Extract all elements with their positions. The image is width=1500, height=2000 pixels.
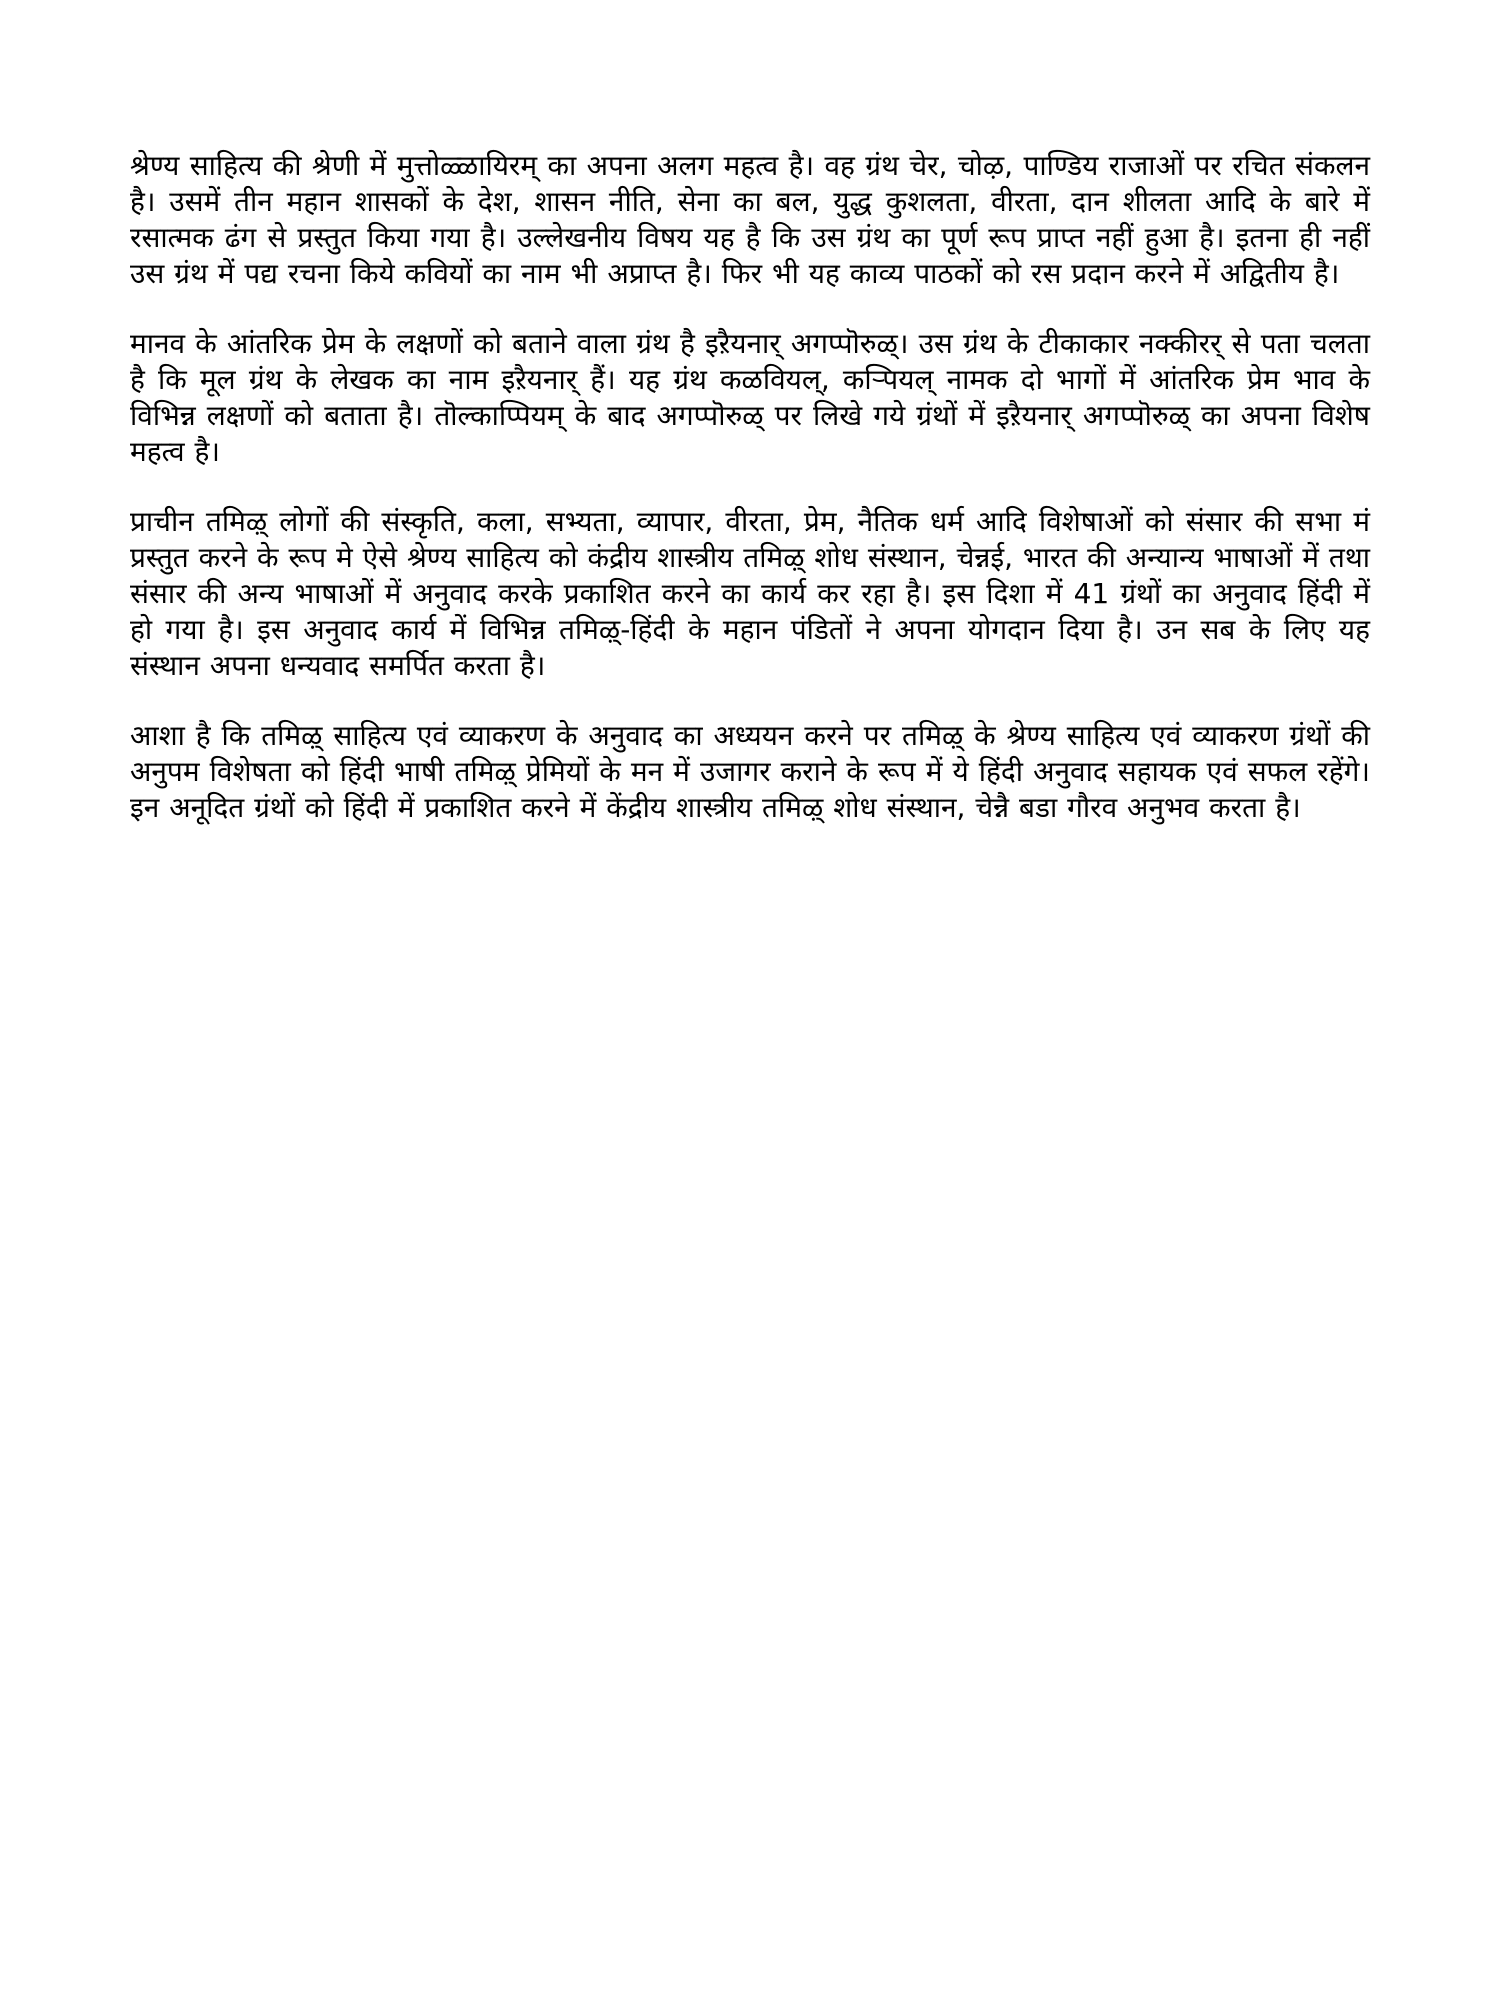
paragraph-1: श्रेण्य साहित्य की श्रेणी में मुत्तोळ्ळायिरम् का अपना अलग महत्व है। वह ग्रंथ चेर, चोऴ, पाण्डिय राजाओं पर रचित संकलन है। उसमें तीन महान शासकों के देश, शासन नीति, सेना का बल, युद्ध कुशलता, वीरता, दान शीलता आदि के बारे में रसात्मक ढंग से प्रस्तुत किया गया है। उल्लेखनीय विषय यह है कि उस ग्रंथ का पूर्ण रूप प्राप्त नहीं हुआ है। इतना ही नहीं उस ग्रंथ में पद्य रचना किये कवियों का नाम भी अप्राप्त है। फिर भी यह काव्य पाठकों को रस प्रदान करने में अद्वितीय है। [130, 149, 1370, 290]
paragraph-3: प्राचीन तमिऴ् लोगों की संस्कृति, कला, सभ्यता, व्यापार, वीरता, प्रेम, नैतिक धर्म आदि विशेषाओं को संसार की सभा मं प्रस्तुत करने के रूप मे ऐसे श्रेण्य साहित्य को कंद्रीय शास्त्रीय तमिऴ् शोध संस्थान, चेन्नई, भारत की अन्यान्य भाषाओं में तथा संसार की अन्य भाषाओं में अनुवाद करके प्रकाशित करने का कार्य कर रहा है। इस दिशा में 41 ग्रंथों का अनुवाद हिंदी में हो गया है। इस अनुवाद कार्य में विभिन्न तमिऴ्-हिंदी के महान पंडितों ने अपना योगदान दिया है। उन सब के लिए यह संस्थान अपना धन्यवाद समर्पित करता है। [130, 505, 1370, 682]
paragraph-2: मानव के आंतरिक प्रेम के लक्षणों को बताने वाला ग्रंथ है इऱैयनार् अगप्पॊरुळ्। उस ग्रंथ के टीकाकार नक्कीरर् से पता चलता है कि मूल ग्रंथ के लेखक का नाम इऱैयनार् हैं। यह ग्रंथ कळवियल्, कऱ्पियल् नामक दो भागों में आंतरिक प्रेम भाव के विभिन्न लक्षणों को बताता है। तॊल्काप्पियम् के बाद अगप्पॊरुळ् पर लिखे गये ग्रंथों में इऱैयनार् अगप्पॊरुळ् का अपना विशेष महत्व है। [130, 327, 1370, 468]
paragraph-4: आशा है कि तमिऴ् साहित्य एवं व्याकरण के अनुवाद का अध्ययन करने पर तमिऴ् के श्रेण्य साहित्य एवं व्याकरण ग्रंथों की अनुपम विशेषता को हिंदी भाषी तमिऴ् प्रेमियों के मन में उजागर कराने के रूप में ये हिंदी अनुवाद सहायक एवं सफल रहेंगे। इन अनूदित ग्रंथों को हिंदी में प्रकाशित करने में केंद्रीय शास्त्रीय तमिऴ् शोध संस्थान, चेन्नै बडा गौरव अनुभव करता है। [130, 719, 1370, 824]
